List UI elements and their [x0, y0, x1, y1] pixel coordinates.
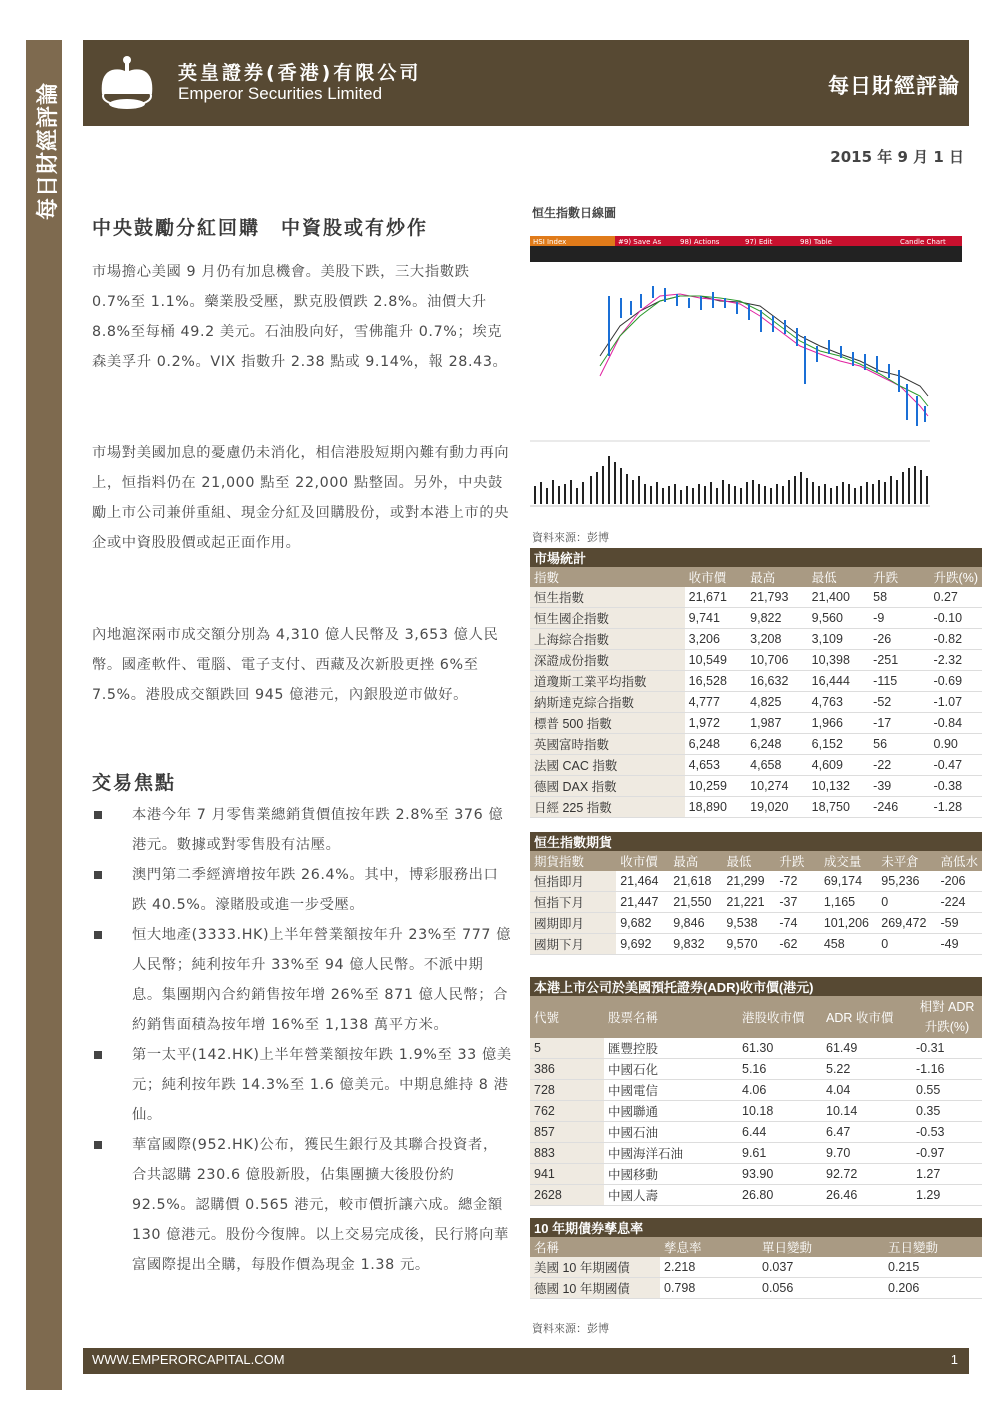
table-cell: 德國 DAX 指數 [530, 776, 685, 797]
side-label: 每日財經評論 [36, 81, 61, 220]
table-cell: 883 [530, 1143, 604, 1164]
futures-table [530, 832, 982, 955]
table-row [530, 587, 982, 608]
table-cell: 6.44 [738, 1122, 822, 1143]
table-cell: 恒指下月 [530, 892, 616, 913]
table-cell: 9.61 [738, 1143, 822, 1164]
list-item: 第一太平(142.HK)上半年營業額按年跌 1.9%至 33 億美元；純利按年跌 14.3%至 1.6 億美元。中期息維持 8 港仙。 [92, 1040, 512, 1130]
paragraph: 市場擔心美國 9 月仍有加息機會。美股下跌，三大指數跌 0.7%至 1.1%。藥業股受壓，默克股價跌 2.8%。油價大升 8.8%至每桶 49.2 美元。石油股向好，雪佛龍升 0.7%；埃克森美孚升 0.2%。VIX 指數升 2.38 點或 9.14%，報 28.43。 [92, 264, 508, 370]
table-cell: 0.215 [884, 1257, 982, 1278]
table-cell: 2628 [530, 1185, 604, 1206]
table-cell: 9,560 [808, 608, 870, 629]
report-date: 2015 年 9 月 1 日 [830, 148, 964, 166]
table-cell: 21,671 [685, 587, 747, 608]
col-header: 升跌 [775, 851, 819, 871]
focus-title: 交易焦點 [92, 772, 177, 794]
col-header: 最高 [746, 567, 808, 587]
table-cell: 1,165 [820, 892, 877, 913]
table-cell: 4,777 [685, 692, 747, 713]
table-cell: 21,464 [616, 871, 669, 892]
chart-toolbar-label: HSI Index [533, 238, 567, 246]
table-cell: 941 [530, 1164, 604, 1185]
table-cell: 匯豐控股 [604, 1038, 738, 1059]
table-cell: 中國電信 [604, 1080, 738, 1101]
table-cell: 6,248 [685, 734, 747, 755]
svg-text:98) Actions: 98) Actions [680, 238, 720, 246]
table-cell: 深證成份指數 [530, 650, 685, 671]
list-item: 澳門第二季經濟增按年跌 26.4%。其中，博彩服務出口跌 40.5%。濠賭股或進一步受壓。 [92, 860, 512, 920]
table-cell: 21,400 [808, 587, 870, 608]
table-row [530, 1122, 982, 1143]
table-cell: 1.29 [912, 1185, 982, 1206]
col-header: 升跌 [869, 567, 929, 587]
table-cell: 3,109 [808, 629, 870, 650]
table-cell: 10,259 [685, 776, 747, 797]
table-cell: -0.31 [912, 1038, 982, 1059]
col-header: 高低水 [936, 851, 982, 871]
table-cell: 1,972 [685, 713, 747, 734]
table-cell: 26.80 [738, 1185, 822, 1206]
paragraph: 內地滬深兩市成交額分別為 4,310 億人民幣及 3,653 億人民幣。國產軟件、電腦、電子支付、西藏及次新股更挫 6%至 7.5%。港股成交額跌回 945 億港元，內銀股逆市做好。 [92, 627, 499, 703]
table-cell: -9 [869, 608, 929, 629]
table-cell: 16,444 [808, 671, 870, 692]
table-row [530, 776, 982, 797]
table-row [530, 650, 982, 671]
table-cell: 9,692 [616, 934, 669, 955]
bullet-square-icon [94, 931, 102, 939]
table-row [530, 871, 982, 892]
table-cell: 3,206 [685, 629, 747, 650]
table-row [530, 1257, 982, 1278]
table-cell: 18,750 [808, 797, 870, 818]
table-cell: -74 [775, 913, 819, 934]
headline: 中央鼓勵分紅回購 中資股或有炒作 [92, 217, 429, 239]
market-stats-table [530, 548, 982, 818]
bond-yield-table [530, 1218, 982, 1299]
col-header: 孳息率 [660, 1237, 758, 1257]
table-cell: -0.69 [930, 671, 982, 692]
bullet-square-icon [94, 1051, 102, 1059]
table-cell: -26 [869, 629, 929, 650]
hsi-candle-chart-image [530, 236, 962, 518]
table-cell: 10,706 [746, 650, 808, 671]
table-cell: -0.53 [912, 1122, 982, 1143]
table-row [530, 1038, 982, 1059]
table-row [530, 1080, 982, 1101]
table-row [530, 1164, 982, 1185]
table-cell: 9,822 [746, 608, 808, 629]
table-cell: 19,020 [746, 797, 808, 818]
table-row [530, 934, 982, 955]
table-cell: -206 [936, 871, 982, 892]
table-cell: -1.16 [912, 1059, 982, 1080]
table-cell: 10,549 [685, 650, 747, 671]
table-cell: 10,132 [808, 776, 870, 797]
table-cell: 德國 10 年期國債 [530, 1278, 660, 1299]
table-cell: 9,570 [722, 934, 775, 955]
table-cell: 9,682 [616, 913, 669, 934]
crown-logo-icon [92, 50, 162, 114]
table-cell: -72 [775, 871, 819, 892]
table-cell: 恒生指數 [530, 587, 685, 608]
table-cell: 4.06 [738, 1080, 822, 1101]
table-cell: 9,538 [722, 913, 775, 934]
side-bar [26, 40, 62, 1390]
table-cell: 9,741 [685, 608, 747, 629]
table-row [530, 671, 982, 692]
table-cell: -224 [936, 892, 982, 913]
table-cell: 9,846 [669, 913, 722, 934]
table-cell: -2.32 [930, 650, 982, 671]
table-cell: -59 [936, 913, 982, 934]
table-cell: 21,618 [669, 871, 722, 892]
table-cell: 1,987 [746, 713, 808, 734]
col-header: 最高 [669, 851, 722, 871]
table-cell: 美國 10 年期國債 [530, 1257, 660, 1278]
table-cell: 0 [877, 934, 936, 955]
table-cell: 458 [820, 934, 877, 955]
table-cell: 26.46 [822, 1185, 912, 1206]
table-cell: 4,763 [808, 692, 870, 713]
table-cell: -62 [775, 934, 819, 955]
table-cell: 中國海洋石油 [604, 1143, 738, 1164]
table-cell: 標普 500 指數 [530, 713, 685, 734]
table-cell: 0.798 [660, 1278, 758, 1299]
table-cell: 國期即月 [530, 913, 616, 934]
table-cell: 0.27 [930, 587, 982, 608]
table-cell: 69,174 [820, 871, 877, 892]
table-cell: 9.70 [822, 1143, 912, 1164]
table-cell: 10,274 [746, 776, 808, 797]
source-label: 資料來源：彭博 [532, 1322, 609, 1335]
table-cell: 0 [877, 892, 936, 913]
table-cell: 0.35 [912, 1101, 982, 1122]
table-cell: 386 [530, 1059, 604, 1080]
table-cell: 中國石化 [604, 1059, 738, 1080]
table-cell: -0.82 [930, 629, 982, 650]
table-cell: 857 [530, 1122, 604, 1143]
paragraph: 市場對美國加息的憂慮仍未消化，相信港股短期內難有動力再向上，恒指料仍在 21,000 點至 22,000 點整固。另外，中央鼓勵上市公司兼併重組、現金分紅及回購股份，或對本港上市的央企或中資股股價或起正面作用。 [92, 445, 510, 551]
table-cell: 5.22 [822, 1059, 912, 1080]
table-row [530, 629, 982, 650]
svg-text:97) Edit: 97) Edit [745, 238, 773, 246]
table-cell: -49 [936, 934, 982, 955]
table-cell: 10,398 [808, 650, 870, 671]
table-cell: 4.04 [822, 1080, 912, 1101]
table-row [530, 1143, 982, 1164]
table-cell: -251 [869, 650, 929, 671]
table-cell: 21,447 [616, 892, 669, 913]
table-cell: 92.72 [822, 1164, 912, 1185]
focus-list [92, 800, 512, 1280]
table-cell: 4,653 [685, 755, 747, 776]
svg-text:#9) Save As: #9) Save As [618, 238, 662, 246]
table-cell: 5 [530, 1038, 604, 1059]
table-cell: 10.18 [738, 1101, 822, 1122]
bullet-square-icon [94, 871, 102, 879]
table-cell: 16,528 [685, 671, 747, 692]
table-cell: 中國聯通 [604, 1101, 738, 1122]
svg-text:Candle Chart: Candle Chart [900, 238, 946, 246]
table-cell: 0.037 [758, 1257, 884, 1278]
source-label: 資料來源：彭博 [532, 531, 609, 544]
table-cell: 國期下月 [530, 934, 616, 955]
table-cell: -37 [775, 892, 819, 913]
table-cell: -17 [869, 713, 929, 734]
table-cell: 0.90 [930, 734, 982, 755]
table-cell: 納斯達克綜合指數 [530, 692, 685, 713]
col-header: 期貨指數 [530, 851, 616, 871]
table-row [530, 713, 982, 734]
table-cell: 0.55 [912, 1080, 982, 1101]
col-header: ADR 收市價 [822, 996, 912, 1038]
table-row [530, 692, 982, 713]
table-caption: 恒生指數期貨 [530, 832, 982, 851]
table-cell: 93.90 [738, 1164, 822, 1185]
table-caption: 市場統計 [530, 548, 982, 567]
table-cell: 4,825 [746, 692, 808, 713]
col-header: 相對 ADR 升跌(%) [912, 996, 982, 1038]
company-name-en: Emperor Securities Limited [178, 84, 383, 103]
col-header: 股票名稱 [604, 996, 738, 1038]
col-header: 單日變動 [758, 1237, 884, 1257]
table-cell: 95,236 [877, 871, 936, 892]
col-header: 最低 [722, 851, 775, 871]
table-caption: 10 年期債券孳息率 [530, 1218, 982, 1237]
table-cell: 英國富時指數 [530, 734, 685, 755]
table-cell: 56 [869, 734, 929, 755]
table-cell: 4,609 [808, 755, 870, 776]
page-number: 1 [950, 1352, 958, 1367]
table-row [530, 1101, 982, 1122]
table-cell: 6.47 [822, 1122, 912, 1143]
table-row [530, 608, 982, 629]
table-cell: 恒指即月 [530, 871, 616, 892]
table-cell: 762 [530, 1101, 604, 1122]
table-cell: 1,966 [808, 713, 870, 734]
table-row [530, 734, 982, 755]
table-cell: 0.056 [758, 1278, 884, 1299]
table-cell: -0.38 [930, 776, 982, 797]
col-header: 五日變動 [884, 1237, 982, 1257]
col-header: 升跌(%) [930, 567, 982, 587]
table-cell: 18,890 [685, 797, 747, 818]
table-cell: 2.218 [660, 1257, 758, 1278]
table-row [530, 755, 982, 776]
table-cell: 9,832 [669, 934, 722, 955]
table-cell: 日經 225 指數 [530, 797, 685, 818]
table-cell: -246 [869, 797, 929, 818]
table-row [530, 797, 982, 818]
table-cell: 61.49 [822, 1038, 912, 1059]
table-cell: -115 [869, 671, 929, 692]
table-cell: 21,793 [746, 587, 808, 608]
table-cell: 21,550 [669, 892, 722, 913]
table-cell: 中國人壽 [604, 1185, 738, 1206]
table-cell: -1.28 [930, 797, 982, 818]
table-cell: -39 [869, 776, 929, 797]
col-header: 未平倉 [877, 851, 936, 871]
table-cell: 上海綜合指數 [530, 629, 685, 650]
company-name-cn: 英皇證券(香港)有限公司 [178, 62, 422, 84]
table-cell: -0.47 [930, 755, 982, 776]
footer-url-link[interactable]: WWW.EMPERORCAPITAL.COM [92, 1352, 285, 1367]
list-item: 本港今年 7 月零售業總銷貨價值按年跌 2.8%至 376 億港元。數據或對零售股有沽壓。 [92, 800, 512, 860]
header-title: 每日財經評論 [828, 74, 960, 98]
table-cell: -0.84 [930, 713, 982, 734]
table-cell: 5.16 [738, 1059, 822, 1080]
svg-text:98) Table: 98) Table [800, 238, 832, 246]
table-cell: 58 [869, 587, 929, 608]
table-cell: 4,658 [746, 755, 808, 776]
table-cell: 中國移動 [604, 1164, 738, 1185]
col-header: 港股收市價 [738, 996, 822, 1038]
col-header: 指數 [530, 567, 685, 587]
adr-table [530, 977, 982, 1206]
table-cell: 16,632 [746, 671, 808, 692]
table-cell: 10.14 [822, 1101, 912, 1122]
bullet-square-icon [94, 1141, 102, 1149]
table-cell: 中國石油 [604, 1122, 738, 1143]
col-header: 收市價 [685, 567, 747, 587]
col-header: 最低 [808, 567, 870, 587]
table-cell: 法國 CAC 指數 [530, 755, 685, 776]
table-cell: 恒生國企指數 [530, 608, 685, 629]
table-cell: 0.206 [884, 1278, 982, 1299]
table-cell: -52 [869, 692, 929, 713]
table-row [530, 1185, 982, 1206]
chart-title: 恒生指數日線圖 [532, 206, 617, 220]
table-row [530, 1278, 982, 1299]
col-header: 成交量 [820, 851, 877, 871]
table-cell: -1.07 [930, 692, 982, 713]
table-cell: -0.97 [912, 1143, 982, 1164]
table-row [530, 913, 982, 934]
col-header: 名稱 [530, 1237, 660, 1257]
list-item: 恒大地產(3333.HK)上半年營業額按年升 23%至 777 億人民幣；純利按年升 33%至 94 億人民幣。不派中期息。集團期內合約銷售按年增 26%至 871 億人民幣；合約銷售面積為按年增 16%至 1,138 萬平方米。 [92, 920, 512, 1040]
table-cell: -22 [869, 755, 929, 776]
table-cell: 3,208 [746, 629, 808, 650]
table-cell: 6,152 [808, 734, 870, 755]
table-cell: -0.10 [930, 608, 982, 629]
table-cell: 269,472 [877, 913, 936, 934]
table-cell: 6,248 [746, 734, 808, 755]
table-caption: 本港上市公司於美國預托證券(ADR)收市價(港元) [530, 977, 982, 996]
table-cell: 1.27 [912, 1164, 982, 1185]
bullet-square-icon [94, 811, 102, 819]
table-cell: 728 [530, 1080, 604, 1101]
list-item: 華富國際(952.HK)公布，獲民生銀行及其聯合投資者，合共認購 230.6 億股新股，佔集團擴大後股份約 92.5%。認購價 0.565 港元，較市價折讓六成。總金額 130 億港元。股份今復牌。以上交易完成後，民行將向華富國際提出全購，每股作價為現金 1.38 元。 [92, 1130, 512, 1280]
table-cell: 21,299 [722, 871, 775, 892]
table-cell: 道瓊斯工業平均指數 [530, 671, 685, 692]
table-cell: 21,221 [722, 892, 775, 913]
table-row [530, 1059, 982, 1080]
table-cell: 101,206 [820, 913, 877, 934]
col-header: 收市價 [616, 851, 669, 871]
col-header: 代號 [530, 996, 604, 1038]
table-row [530, 892, 982, 913]
table-cell: 61.30 [738, 1038, 822, 1059]
